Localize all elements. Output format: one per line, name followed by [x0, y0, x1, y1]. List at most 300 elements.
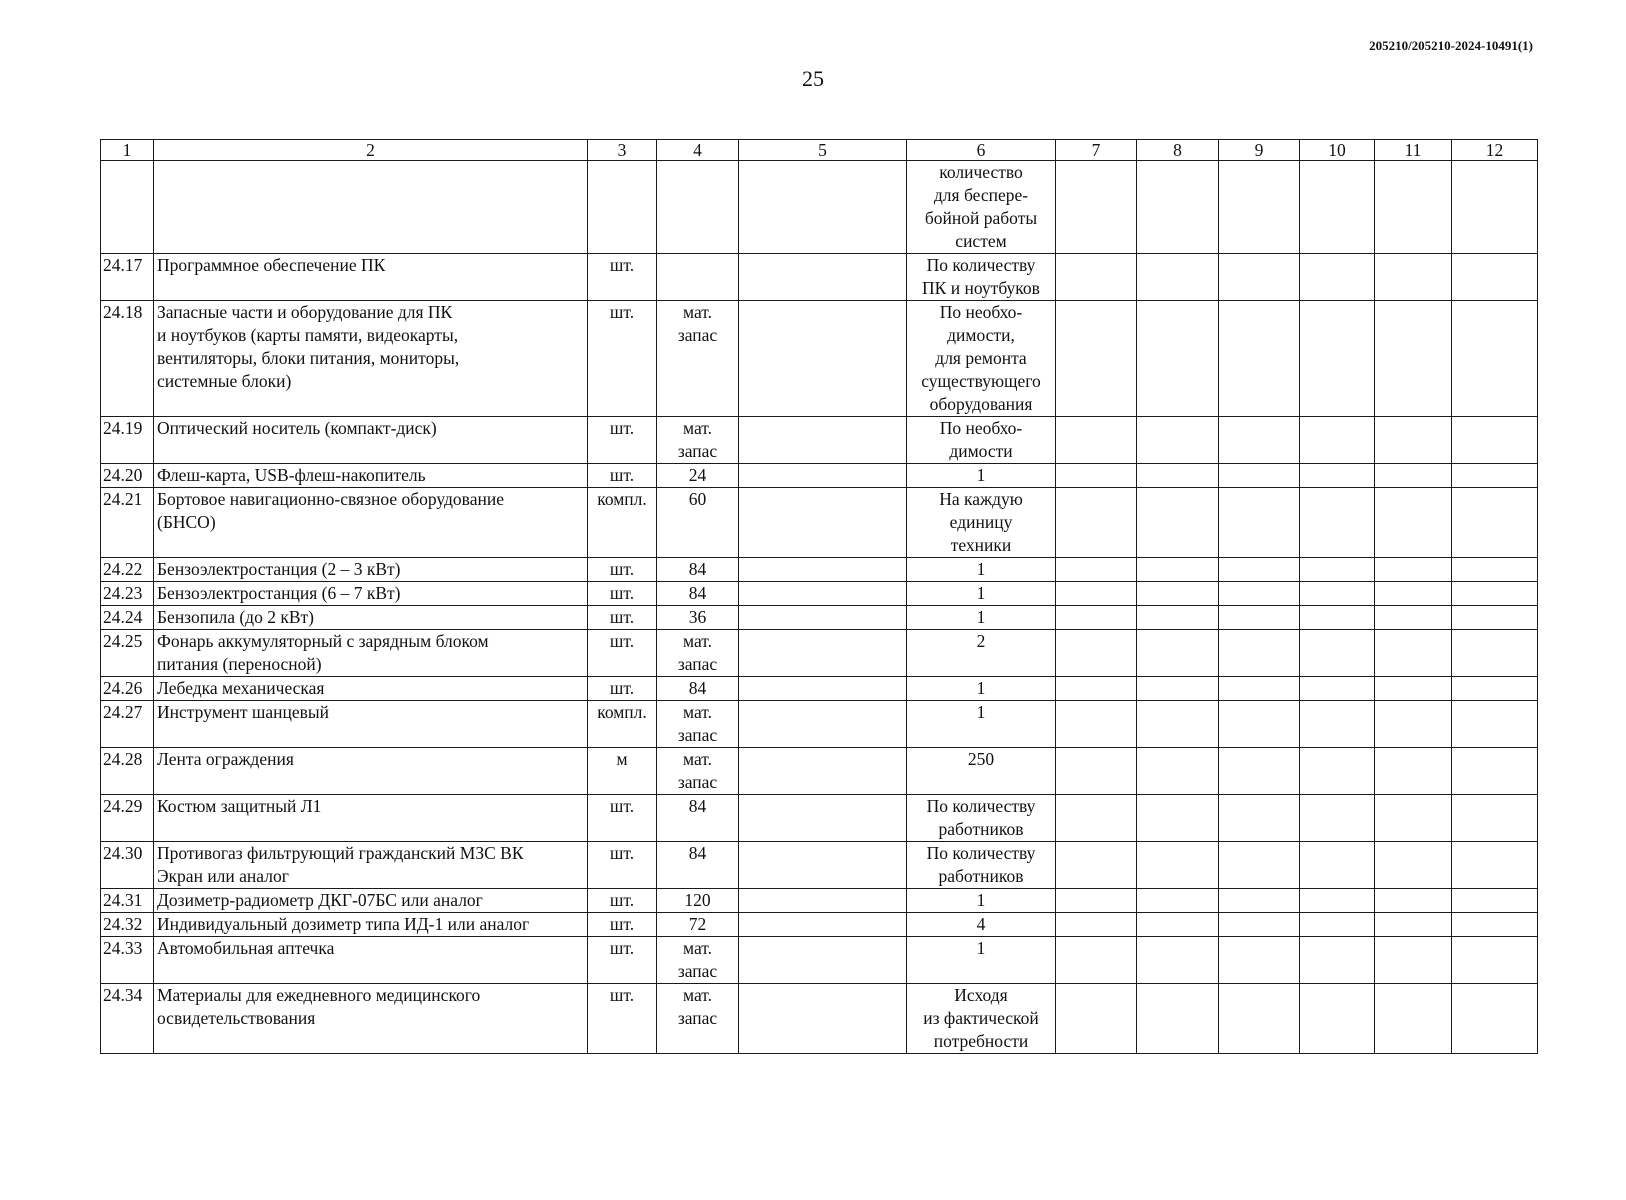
norm-cell — [907, 984, 1056, 1054]
item-name-cell — [154, 677, 588, 701]
empty-col-12-cell — [1452, 677, 1538, 701]
row-number-cell — [101, 558, 154, 582]
item-name-cell — [154, 606, 588, 630]
header-col-12: 12 — [1452, 140, 1538, 161]
empty-col-9-cell — [1219, 582, 1300, 606]
item-name-cell — [154, 301, 588, 417]
header-col-8: 8 — [1137, 140, 1219, 161]
unit-text: компл. — [597, 702, 647, 722]
col5-cell — [739, 889, 907, 913]
table-row — [101, 889, 1538, 913]
empty-col-7-cell — [1056, 937, 1137, 984]
quantity-text: 60 — [688, 489, 707, 509]
table-row — [101, 677, 1538, 701]
col5-cell — [739, 937, 907, 984]
empty-col-11-cell — [1375, 984, 1452, 1054]
col5-cell — [739, 582, 907, 606]
empty-col-9-cell — [1219, 748, 1300, 795]
norm-text: 1 — [976, 938, 986, 958]
quantity-cell — [657, 464, 739, 488]
norm-text: 1 — [976, 559, 986, 579]
empty-col-9-cell — [1219, 488, 1300, 558]
empty-col-11-cell — [1375, 701, 1452, 748]
item-name-cell — [154, 748, 588, 795]
quantity-cell — [657, 254, 739, 301]
header-col-3: 3 — [588, 140, 657, 161]
unit-cell — [588, 701, 657, 748]
item-name-text: Программное обеспечение ПК — [157, 255, 386, 275]
empty-col-10-cell — [1300, 701, 1375, 748]
item-name-cell — [154, 464, 588, 488]
table-header-row — [101, 140, 1538, 161]
empty-col-11-cell — [1375, 488, 1452, 558]
empty-col-12-cell — [1452, 488, 1538, 558]
empty-col-10-cell — [1300, 161, 1375, 254]
quantity-cell — [657, 677, 739, 701]
row-number-text: 24.27 — [103, 702, 143, 722]
unit-cell — [588, 417, 657, 464]
unit-text: шт. — [609, 255, 635, 275]
unit-text: шт. — [609, 890, 635, 910]
empty-col-11-cell — [1375, 913, 1452, 937]
row-number-cell — [101, 606, 154, 630]
item-name-cell — [154, 488, 588, 558]
row-number-cell — [101, 582, 154, 606]
item-name-text: Дозиметр-радиометр ДКГ-07БС или аналог — [157, 890, 483, 910]
unit-text: шт. — [609, 302, 635, 322]
norm-cell — [907, 582, 1056, 606]
empty-col-10-cell — [1300, 842, 1375, 889]
quantity-text: 24 — [688, 465, 707, 485]
unit-text: шт. — [609, 938, 635, 958]
col5-cell — [739, 606, 907, 630]
unit-text: шт. — [609, 465, 635, 485]
empty-col-11-cell — [1375, 161, 1452, 254]
quantity-cell — [657, 984, 739, 1054]
empty-col-9-cell — [1219, 558, 1300, 582]
empty-col-12-cell — [1452, 606, 1538, 630]
item-name-cell — [154, 795, 588, 842]
unit-text: шт. — [609, 418, 635, 438]
empty-col-12-cell — [1452, 937, 1538, 984]
norm-text: 2 — [976, 631, 986, 651]
empty-col-7-cell — [1056, 795, 1137, 842]
empty-col-7-cell — [1056, 558, 1137, 582]
table-row — [101, 630, 1538, 677]
item-name-text: Бортовое навигационно-связное оборудование (БНСО) — [157, 489, 504, 532]
empty-col-10-cell — [1300, 606, 1375, 630]
unit-text: шт. — [609, 843, 635, 863]
empty-col-10-cell — [1300, 795, 1375, 842]
norm-cell — [907, 417, 1056, 464]
item-name-text: Материалы для ежедневного медицинского освидетельствования — [157, 985, 481, 1028]
row-number-cell — [101, 984, 154, 1054]
empty-col-8-cell — [1137, 630, 1219, 677]
col5-cell — [739, 748, 907, 795]
empty-col-10-cell — [1300, 913, 1375, 937]
empty-col-12-cell — [1452, 417, 1538, 464]
empty-col-12-cell — [1452, 842, 1538, 889]
norm-text: На каждую единицу техники — [939, 489, 1023, 555]
item-name-text: Бензопила (до 2 кВт) — [157, 607, 314, 627]
empty-col-10-cell — [1300, 417, 1375, 464]
row-number-text: 24.17 — [103, 255, 143, 275]
empty-col-12-cell — [1452, 984, 1538, 1054]
col5-cell — [739, 842, 907, 889]
empty-col-8-cell — [1137, 677, 1219, 701]
row-number-cell — [101, 842, 154, 889]
quantity-text: 84 — [688, 583, 707, 603]
empty-col-12-cell — [1452, 630, 1538, 677]
item-name-text: Лента ограждения — [157, 749, 294, 769]
empty-col-12-cell — [1452, 913, 1538, 937]
item-name-text: Костюм защитный Л1 — [157, 796, 322, 816]
empty-col-12-cell — [1452, 748, 1538, 795]
table-row — [101, 464, 1538, 488]
empty-col-8-cell — [1137, 254, 1219, 301]
empty-col-10-cell — [1300, 937, 1375, 984]
table-row — [101, 161, 1538, 254]
empty-col-7-cell — [1056, 842, 1137, 889]
empty-col-10-cell — [1300, 582, 1375, 606]
item-name-cell — [154, 889, 588, 913]
row-number-text: 24.32 — [103, 914, 143, 934]
empty-col-11-cell — [1375, 748, 1452, 795]
col5-cell — [739, 417, 907, 464]
item-name-cell — [154, 913, 588, 937]
page-number: 25 — [802, 66, 824, 91]
header-col-1: 1 — [101, 140, 154, 161]
row-number-text: 24.26 — [103, 678, 143, 698]
quantity-cell — [657, 795, 739, 842]
row-number-cell — [101, 889, 154, 913]
empty-col-11-cell — [1375, 464, 1452, 488]
table-row — [101, 254, 1538, 301]
empty-col-12-cell — [1452, 558, 1538, 582]
norm-text: По необхо- димости, для ремонта существующего оборудования — [921, 302, 1041, 414]
norm-cell — [907, 301, 1056, 417]
norm-cell — [907, 630, 1056, 677]
row-number-text: 24.34 — [103, 985, 143, 1005]
header-col-11: 11 — [1375, 140, 1452, 161]
quantity-text: 84 — [688, 559, 707, 579]
row-number-cell — [101, 677, 154, 701]
quantity-text: 84 — [688, 796, 707, 816]
empty-col-8-cell — [1137, 606, 1219, 630]
norm-cell — [907, 488, 1056, 558]
unit-text: компл. — [597, 489, 647, 509]
empty-col-8-cell — [1137, 558, 1219, 582]
row-number-cell — [101, 161, 154, 254]
norm-text: 1 — [976, 702, 986, 722]
unit-cell — [588, 795, 657, 842]
empty-col-11-cell — [1375, 937, 1452, 984]
empty-col-9-cell — [1219, 842, 1300, 889]
empty-col-10-cell — [1300, 677, 1375, 701]
norm-text: 1 — [976, 583, 986, 603]
empty-col-9-cell — [1219, 301, 1300, 417]
empty-col-12-cell — [1452, 161, 1538, 254]
document-id: 205210/205210-2024-10491(1) — [1369, 38, 1533, 53]
quantity-text: мат. запас — [677, 302, 718, 345]
quantity-cell — [657, 748, 739, 795]
empty-col-10-cell — [1300, 889, 1375, 913]
unit-cell — [588, 558, 657, 582]
item-name-cell — [154, 582, 588, 606]
row-number-text: 24.18 — [103, 302, 143, 322]
norm-text: 250 — [967, 749, 995, 769]
empty-col-12-cell — [1452, 701, 1538, 748]
empty-col-9-cell — [1219, 417, 1300, 464]
empty-col-7-cell — [1056, 606, 1137, 630]
empty-col-12-cell — [1452, 254, 1538, 301]
quantity-text: мат. запас — [677, 418, 718, 461]
table-row — [101, 913, 1538, 937]
item-name-text: Фонарь аккумуляторный с зарядным блоком питания (переносной) — [157, 631, 489, 674]
unit-cell — [588, 161, 657, 254]
empty-col-7-cell — [1056, 464, 1137, 488]
col5-cell — [739, 984, 907, 1054]
quantity-cell — [657, 842, 739, 889]
empty-col-10-cell — [1300, 464, 1375, 488]
row-number-text: 24.24 — [103, 607, 143, 627]
row-number-cell — [101, 937, 154, 984]
unit-text: шт. — [609, 678, 635, 698]
quantity-cell — [657, 913, 739, 937]
header-col-9: 9 — [1219, 140, 1300, 161]
empty-col-9-cell — [1219, 161, 1300, 254]
norm-text: количество для беспере- бойной работы систем — [924, 162, 1038, 251]
table-body — [101, 161, 1538, 1054]
row-number-text: 24.33 — [103, 938, 143, 958]
unit-text: шт. — [609, 607, 635, 627]
unit-text: шт. — [609, 559, 635, 579]
norm-text: Исходя из фактической потребности — [923, 985, 1039, 1051]
norm-text: 1 — [976, 465, 986, 485]
table-row — [101, 842, 1538, 889]
col5-cell — [739, 701, 907, 748]
quantity-text: 36 — [688, 607, 707, 627]
empty-col-7-cell — [1056, 913, 1137, 937]
header-col-10: 10 — [1300, 140, 1375, 161]
empty-col-9-cell — [1219, 630, 1300, 677]
empty-col-11-cell — [1375, 606, 1452, 630]
unit-text: шт. — [609, 796, 635, 816]
col5-cell — [739, 301, 907, 417]
empty-col-7-cell — [1056, 254, 1137, 301]
quantity-cell — [657, 161, 739, 254]
quantity-text: 72 — [688, 914, 707, 934]
item-name-cell — [154, 984, 588, 1054]
table-row — [101, 606, 1538, 630]
unit-cell — [588, 254, 657, 301]
col5-cell — [739, 488, 907, 558]
header-col-2: 2 — [154, 140, 588, 161]
unit-text: шт. — [609, 914, 635, 934]
norm-text: 1 — [976, 678, 986, 698]
empty-col-8-cell — [1137, 301, 1219, 417]
row-number-cell — [101, 630, 154, 677]
col5-cell — [739, 795, 907, 842]
norm-cell — [907, 913, 1056, 937]
norm-text: По количеству работников — [926, 796, 1036, 839]
quantity-cell — [657, 937, 739, 984]
norm-cell — [907, 842, 1056, 889]
empty-col-7-cell — [1056, 630, 1137, 677]
unit-cell — [588, 488, 657, 558]
col5-cell — [739, 464, 907, 488]
empty-col-9-cell — [1219, 913, 1300, 937]
row-number-text: 24.21 — [103, 489, 143, 509]
empty-col-8-cell — [1137, 842, 1219, 889]
quantity-cell — [657, 606, 739, 630]
quantity-text: мат. запас — [677, 702, 718, 745]
empty-col-8-cell — [1137, 748, 1219, 795]
empty-col-11-cell — [1375, 630, 1452, 677]
empty-col-12-cell — [1452, 889, 1538, 913]
row-number-text: 24.28 — [103, 749, 143, 769]
quantity-cell — [657, 488, 739, 558]
item-name-text: Противогаз фильтрующий гражданский МЗС ВК Экран или аналог — [157, 843, 524, 886]
empty-col-10-cell — [1300, 748, 1375, 795]
quantity-text: мат. запас — [677, 631, 718, 674]
item-name-text: Запасные части и оборудование для ПК и ноутбуков (карты памяти, видеокарты, вентиляторы, блоки питания, мониторы, системные блоки) — [157, 302, 460, 391]
norm-text: По количеству ПК и ноутбуков — [922, 255, 1040, 298]
item-name-cell — [154, 701, 588, 748]
item-name-text: Флеш-карта, USB-флеш-накопитель — [157, 465, 426, 485]
main-table — [100, 139, 1538, 1054]
norm-cell — [907, 606, 1056, 630]
row-number-text: 24.31 — [103, 890, 143, 910]
empty-col-8-cell — [1137, 937, 1219, 984]
item-name-cell — [154, 842, 588, 889]
norm-cell — [907, 254, 1056, 301]
empty-col-8-cell — [1137, 889, 1219, 913]
unit-cell — [588, 937, 657, 984]
norm-text: 4 — [976, 914, 986, 934]
table-row — [101, 748, 1538, 795]
empty-col-9-cell — [1219, 795, 1300, 842]
row-number-cell — [101, 488, 154, 558]
unit-cell — [588, 889, 657, 913]
empty-col-10-cell — [1300, 558, 1375, 582]
empty-col-7-cell — [1056, 701, 1137, 748]
empty-col-11-cell — [1375, 301, 1452, 417]
empty-col-9-cell — [1219, 984, 1300, 1054]
unit-cell — [588, 748, 657, 795]
row-number-text: 24.29 — [103, 796, 143, 816]
unit-cell — [588, 301, 657, 417]
quantity-cell — [657, 889, 739, 913]
unit-text: шт. — [609, 631, 635, 651]
empty-col-7-cell — [1056, 161, 1137, 254]
table-row — [101, 795, 1538, 842]
item-name-text: Автомобильная аптечка — [157, 938, 335, 958]
empty-col-9-cell — [1219, 937, 1300, 984]
norm-cell — [907, 795, 1056, 842]
item-name-cell — [154, 558, 588, 582]
table-row — [101, 301, 1538, 417]
row-number-cell — [101, 301, 154, 417]
unit-text: м — [616, 749, 628, 769]
header-col-5: 5 — [739, 140, 907, 161]
table-row — [101, 937, 1538, 984]
empty-col-8-cell — [1137, 984, 1219, 1054]
empty-col-11-cell — [1375, 842, 1452, 889]
quantity-cell — [657, 701, 739, 748]
unit-text: шт. — [609, 583, 635, 603]
quantity-text: мат. запас — [677, 938, 718, 981]
item-name-text: Лебедка механическая — [157, 678, 325, 698]
table-row — [101, 488, 1538, 558]
empty-col-7-cell — [1056, 889, 1137, 913]
quantity-text: мат. запас — [677, 749, 718, 792]
empty-col-12-cell — [1452, 301, 1538, 417]
empty-col-7-cell — [1056, 417, 1137, 464]
unit-cell — [588, 464, 657, 488]
table-row — [101, 701, 1538, 748]
empty-col-9-cell — [1219, 464, 1300, 488]
empty-col-11-cell — [1375, 889, 1452, 913]
table-row — [101, 558, 1538, 582]
empty-col-8-cell — [1137, 795, 1219, 842]
quantity-cell — [657, 558, 739, 582]
norm-cell — [907, 161, 1056, 254]
empty-col-8-cell — [1137, 488, 1219, 558]
empty-col-7-cell — [1056, 488, 1137, 558]
item-name-cell — [154, 630, 588, 677]
empty-col-10-cell — [1300, 630, 1375, 677]
row-number-cell — [101, 913, 154, 937]
row-number-text: 24.19 — [103, 418, 143, 438]
row-number-cell — [101, 254, 154, 301]
empty-col-8-cell — [1137, 464, 1219, 488]
empty-col-9-cell — [1219, 677, 1300, 701]
empty-col-12-cell — [1452, 795, 1538, 842]
empty-col-7-cell — [1056, 582, 1137, 606]
empty-col-9-cell — [1219, 701, 1300, 748]
header-col-6: 6 — [907, 140, 1056, 161]
empty-col-9-cell — [1219, 254, 1300, 301]
empty-col-12-cell — [1452, 464, 1538, 488]
row-number-cell — [101, 748, 154, 795]
norm-text: 1 — [976, 890, 986, 910]
table-row — [101, 417, 1538, 464]
row-number-cell — [101, 417, 154, 464]
quantity-text: 84 — [688, 678, 707, 698]
empty-col-11-cell — [1375, 795, 1452, 842]
table-row — [101, 984, 1538, 1054]
item-name-text: Бензоэлектростанция (6 – 7 кВт) — [157, 583, 401, 603]
quantity-cell — [657, 301, 739, 417]
empty-col-8-cell — [1137, 161, 1219, 254]
row-number-cell — [101, 795, 154, 842]
empty-col-9-cell — [1219, 606, 1300, 630]
unit-cell — [588, 913, 657, 937]
item-name-text: Бензоэлектростанция (2 – 3 кВт) — [157, 559, 401, 579]
norm-text: 1 — [976, 607, 986, 627]
row-number-text: 24.23 — [103, 583, 143, 603]
unit-cell — [588, 984, 657, 1054]
empty-col-10-cell — [1300, 301, 1375, 417]
norm-cell — [907, 464, 1056, 488]
col5-cell — [739, 558, 907, 582]
quantity-text: мат. запас — [677, 985, 718, 1028]
quantity-cell — [657, 630, 739, 677]
norm-text: По количеству работников — [926, 843, 1036, 886]
unit-cell — [588, 842, 657, 889]
empty-col-11-cell — [1375, 558, 1452, 582]
